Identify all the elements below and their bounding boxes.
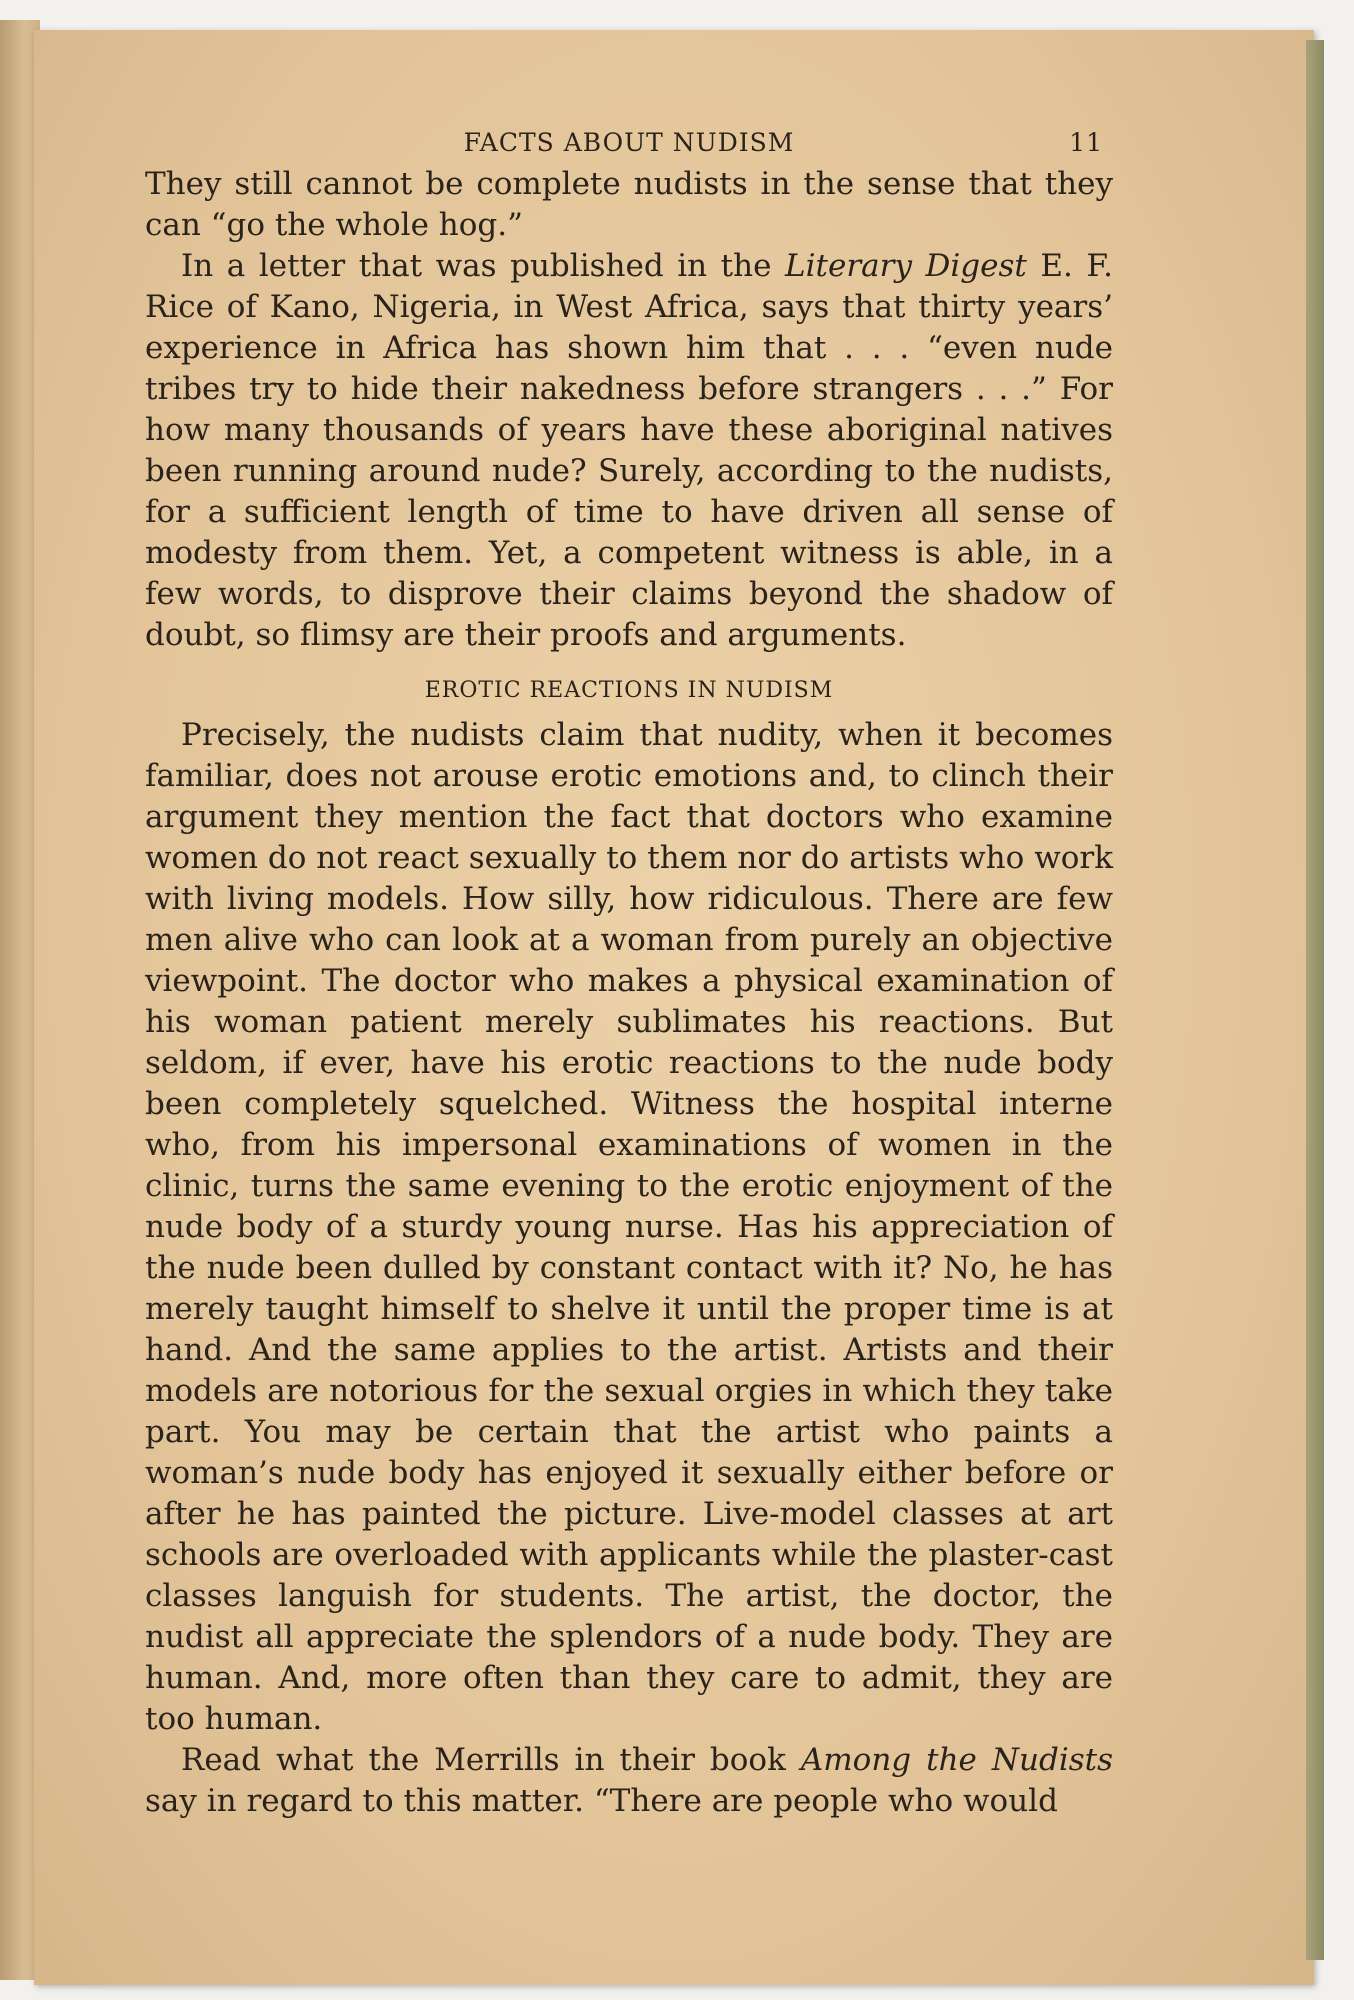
paragraph-text: Precisely, the nudists claim that nudity, when it becomes familiar, does not arouse erotic emotions and, to clinch their argument they mention the fact that doctors who examine women do not react sexually to them nor do artists who work with living models. How silly, how ridiculous. There are few men alive who can look at a woman from purely an objective viewpoint. The doctor who makes a physical examination of his woman patient merely sublimates his reactions. But seldom, if ever, have his erotic reactions to the nude body been completely squelched. Witness the hospital interne who, from his impersonal examinations of women in the clinic, turns the same evening to the erotic enjoyment of the nude body of a sturdy young nurse. Has his appreciation of the nude been dulled by constant contact with it? No, he has merely taught himself to shelve it until the proper time is at hand. And the same applies to the artist. Artists and their models are notorious for the sexual orgies in which they take part. You may be certain that the artist who paints a woman’s nude body has enjoyed it sexually either before or after he has painted the picture. Live-model classes at art schools are overloaded with applicants while the plaster-cast classes languish for students. The artist, the doctor, the nudist all appreciate the splendors of a nude body. They are human. And, more often than they care to admit, they are too human. [145,717,1113,1737]
running-head [145,128,1113,164]
paragraph-merrills [145,1740,1113,1822]
paragraph-text: say in regard to this matter. “There are people who would [145,1783,1058,1819]
paragraph-erotic-reactions [145,715,1113,1740]
running-title: FACTS ABOUT NUDISM [463,128,795,157]
book-cover-edge [1306,40,1324,1960]
page-text-block [145,128,1113,1822]
paragraph-continued [145,164,1113,246]
paragraph-text: They still cannot be complete nudists in the sense that they can “go the whole hog.” [145,166,1113,243]
paragraph-text: Read what the Merrills in their book [181,1742,801,1778]
paragraph-text: In a letter that was published in the [181,248,786,284]
paragraph-literary-digest [145,246,1113,656]
section-heading: EROTIC REACTIONS IN NUDISM [424,678,834,703]
periodical-title: Literary Digest [785,248,1027,284]
paragraph-text: E. F. Rice of Kano, Nigeria, in West Africa, says that thirty years’ experience in Africa has shown him that . . . “even nude tribes try to hide their nakedness before strangers . . .” For how many thousands of years have these aboriginal natives been running around nude? Surely, according to the nudists, for a sufficient length of time to have driven all sense of modesty from them. Yet, a competent witness is able, in a few words, to disprove their claims beyond the shadow of doubt, so flimsy are their proofs and arguments. [145,248,1113,653]
book-title: Among the Nudists [800,1742,1114,1778]
page-number: 11 [1069,128,1103,157]
